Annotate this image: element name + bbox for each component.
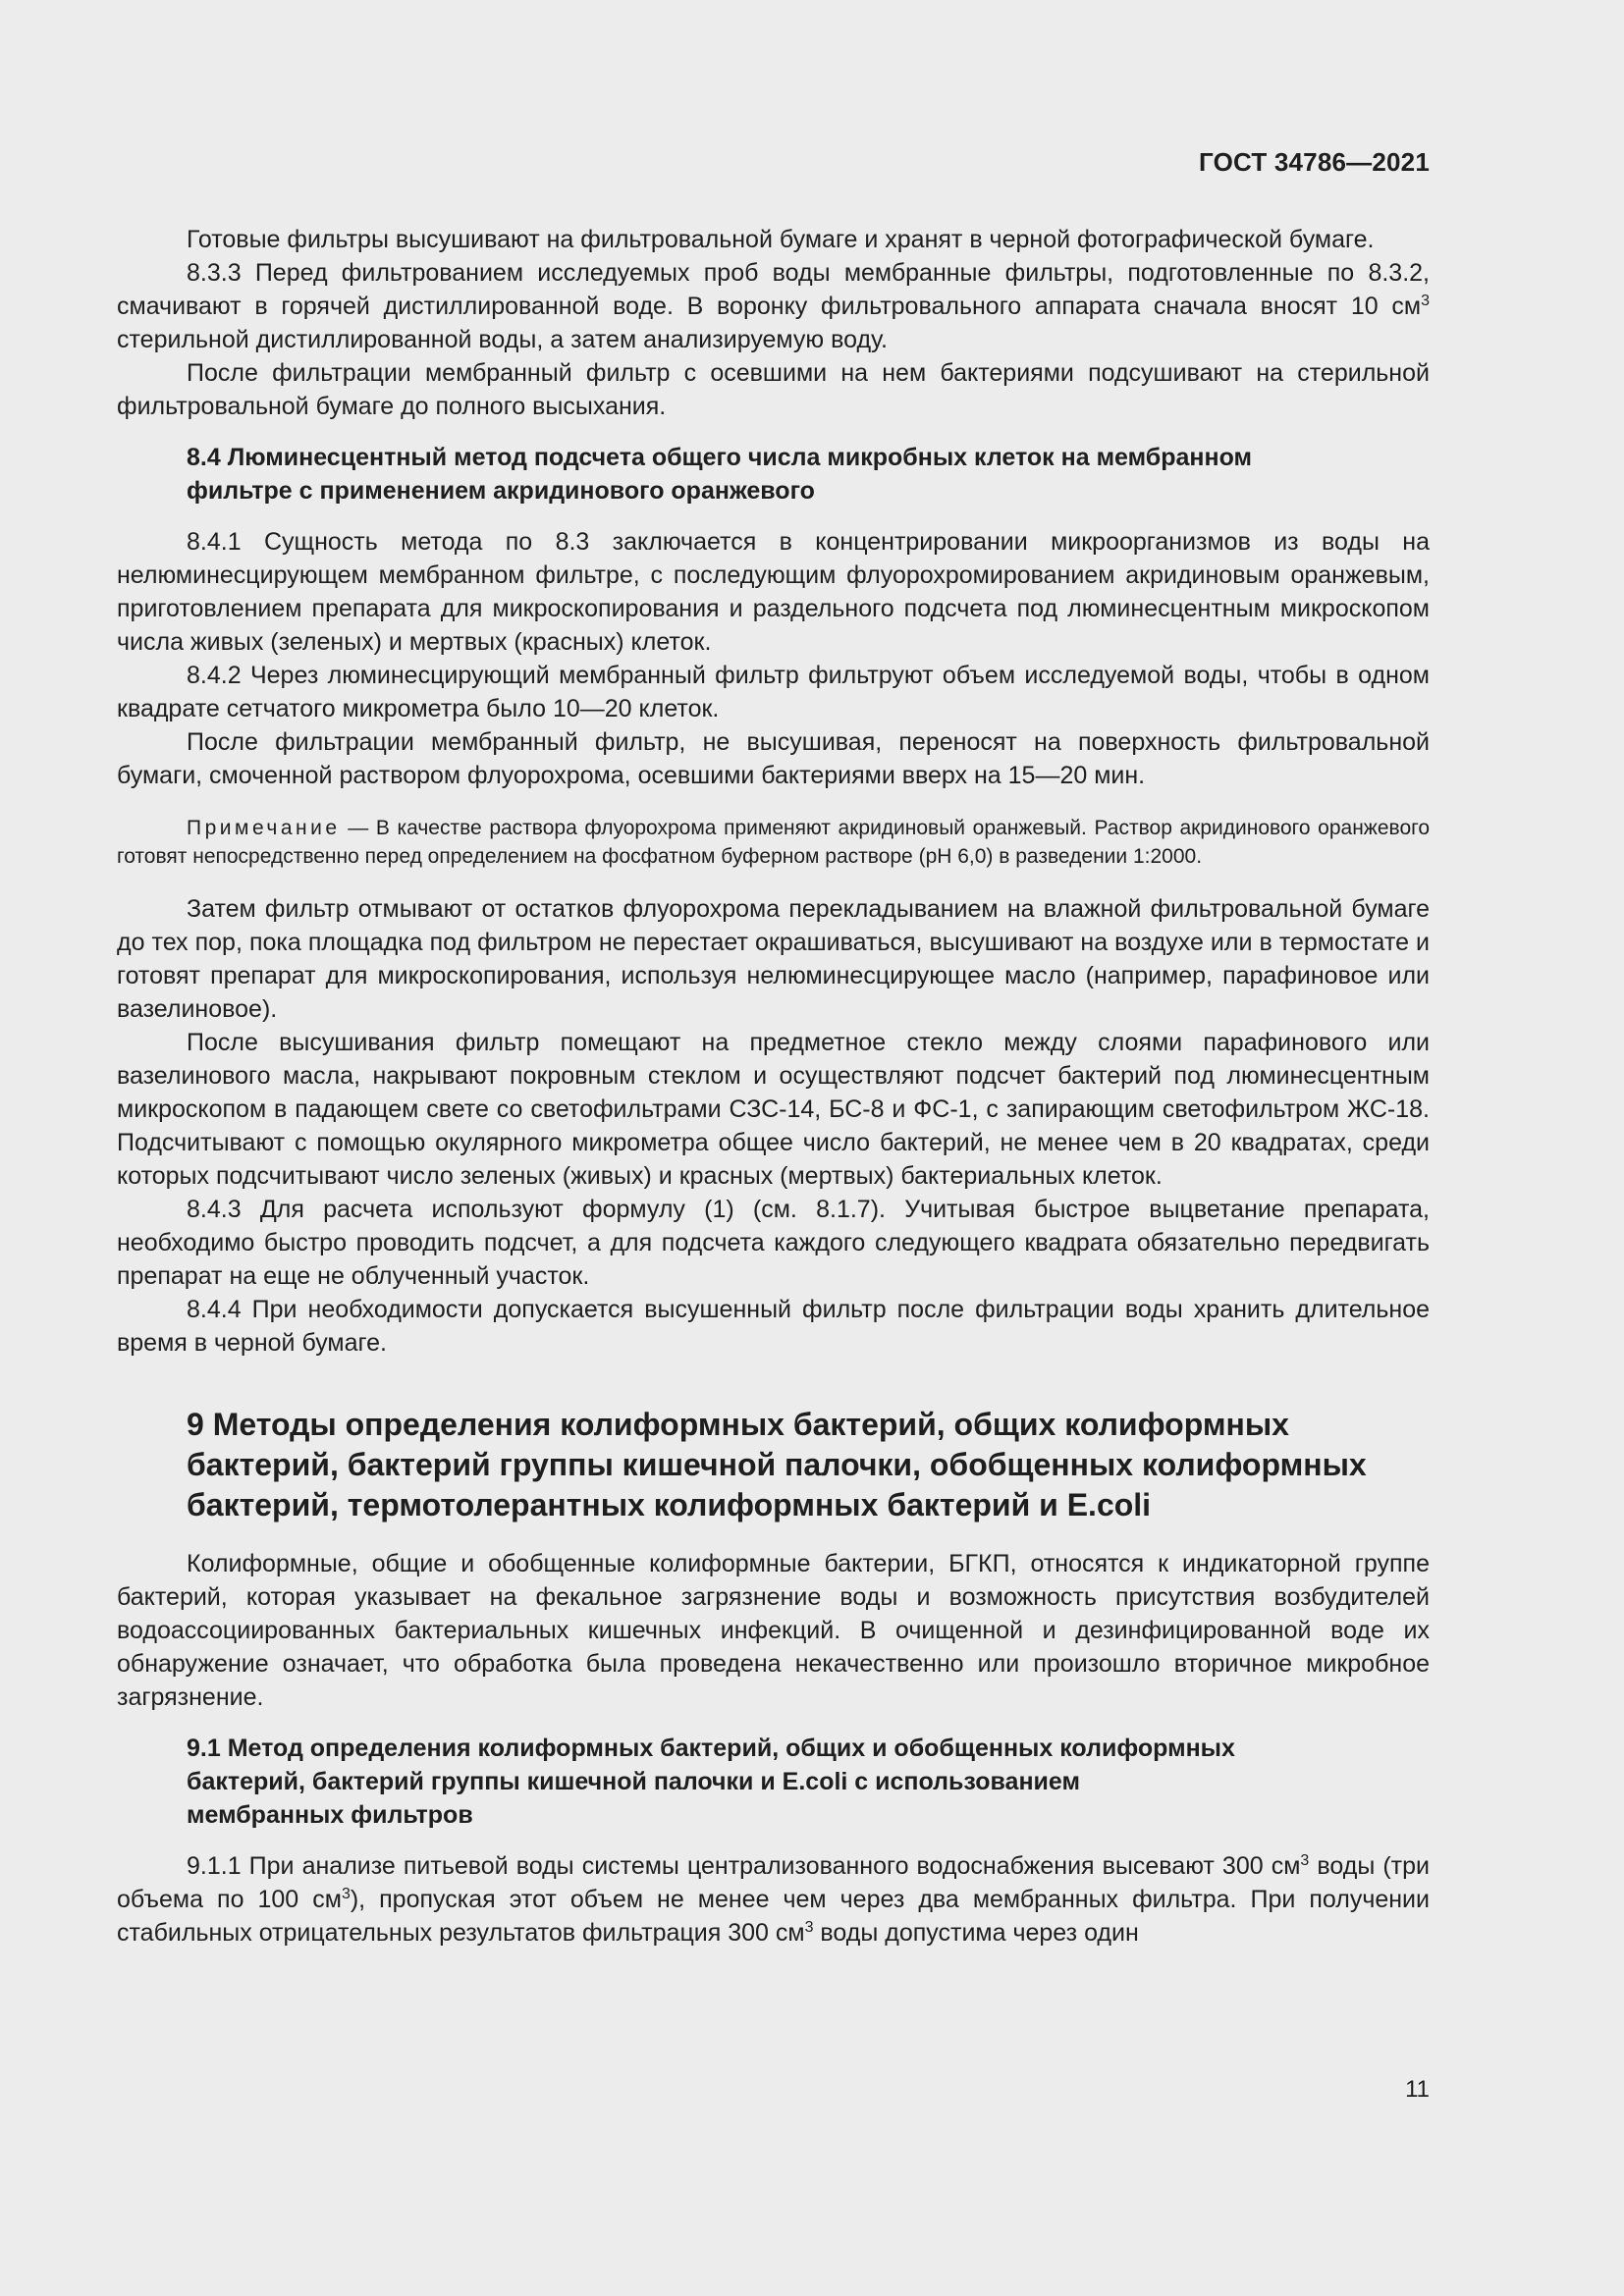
superscript: 3 — [1300, 1852, 1310, 1869]
heading-line: бактерий, бактерий группы кишечной палочки и E.coli с использованием — [187, 1768, 1080, 1795]
text-run: ), пропуская этот объем не менее чем через два мембранных фильтра. При получении стабильных отрицательных результатов фильтрация 300 см — [117, 1886, 1430, 1947]
section-heading-9 — [117, 1405, 1430, 1525]
note — [117, 814, 1430, 871]
paragraph-8-4-4: 8.4.4 При необходимости допускается высушенный фильтр после фильтрации воды хранить длительное время в черной бумаге. — [117, 1296, 1430, 1357]
paragraph: Колиформные, общие и обобщенные колиформные бактерии, БГКП, относятся к индикаторной группе бактерий, которая указывает на фекальное загрязнение воды и возможность присутствия возбудителей водоассоциированных бактериальных кишечных инфекций. В очищенной и дезинфицированной воде их обнаружение означает, что обработка была проведена некачественно или произошло вторичное микробное загрязнение. — [117, 1550, 1430, 1711]
superscript: 3 — [341, 1886, 351, 1902]
heading-line: бактерий, бактерий группы кишечной палочки, обобщенных колиформных — [187, 1447, 1367, 1482]
heading-line: 9.1 Метод определения колиформных бактерий, общих и обобщенных колиформных — [187, 1735, 1235, 1762]
document-number-header: ГОСТ 34786—2021 — [1199, 147, 1430, 177]
paragraph: После фильтрации мембранный фильтр, не высушивая, переносят на поверхность фильтровальной бумаги, смоченной раствором флуорохрома, осевшими бактериями вверх на 15—20 мин. — [117, 728, 1430, 789]
heading-line: 8.4 Люминесцентный метод подсчета общего числа микробных клеток на мембранном — [187, 444, 1253, 471]
text-run: 8.3.3 Перед фильтрованием исследуемых проб воды мембранные фильтры, подготовленные по 8.3.2, смачивают в горячей дистиллированной воде. В воронку фильтровального аппарата сначала вносят 10 см — [117, 259, 1430, 320]
paragraph-9-1-1 — [117, 1849, 1430, 1949]
heading-line: бактерий, термотолерантных колиформных бактерий и E.coli — [187, 1487, 1152, 1522]
text-run: воды (три объема по 100 см — [117, 1852, 1431, 1913]
superscript: 3 — [1421, 293, 1430, 309]
paragraph: После фильтрации мембранный фильтр с осевшими на нем бактериями подсушивают на стерильной фильтровальной бумаге до полного высыхания. — [117, 359, 1430, 420]
page-body — [117, 223, 1430, 1949]
heading-line: фильтре с применением акридинового оранжевого — [187, 477, 815, 505]
paragraph-8-4-1: 8.4.1 Сущность метода по 8.3 заключается в концентрировании микроорганизмов из воды на нелюминесцирующем мембранном фильтре, с последующим флуорохромированием акридиновым оранжевым, приготовлением препарата для микроскопирования и раздельного подсчета под люминесцентным микроскопом числа живых (зеленых) и мертвых (красных) клеток. — [117, 528, 1430, 656]
paragraph-8-4-3: 8.4.3 Для расчета используют формулу (1) (см. 8.1.7). Учитывая быстрое выцветание препарата, необходимо быстро проводить подсчет, а для подсчета каждого следующего квадрата обязательно передвигать препарат на еще не облученный участок. — [117, 1196, 1430, 1290]
section-heading-8-4 — [117, 441, 1430, 507]
heading-line: мембранных фильтров — [187, 1801, 473, 1829]
superscript: 3 — [804, 1919, 814, 1936]
note-text: — В качестве раствора флуорохрома применяют акридиновый оранжевый. Раствор акридинового оранжевого готовят непосредственно перед определением на фосфатном буферном растворе (рН 6,0) в разведении 1:2000. — [117, 817, 1430, 868]
page-number: 11 — [1405, 2076, 1430, 2103]
text-run: воды допустима через один — [813, 1919, 1139, 1947]
paragraph: Затем фильтр отмывают от остатков флуорохрома перекладыванием на влажной фильтровальной бумаге до тех пор, пока площадка под фильтром не перестает окрашиваться, высушивают на воздухе или в термостате и готовят препарат для микроскопирования, используя нелюминесцирующее масло (например, парафиновое или вазелиновое). — [117, 895, 1430, 1023]
text-run: 9.1.1 При анализе питьевой воды системы централизованного водоснабжения высевают 300 см — [187, 1852, 1301, 1880]
heading-line: 9 Методы определения колиформных бактерий, общих колиформных — [187, 1407, 1289, 1442]
section-heading-9-1 — [117, 1732, 1430, 1832]
paragraph-8-4-2: 8.4.2 Через люминесцирующий мембранный фильтр фильтруют объем исследуемой воды, чтобы в одном квадрате сетчатого микрометра было 10—20 клеток. — [117, 662, 1430, 722]
paragraph: После высушивания фильтр помещают на предметное стекло между слоями парафинового или вазелинового масла, накрывают покровным стеклом и осуществляют подсчет бактерий под люминесцентным микроскопом в падающем свете со светофильтрами СЗС-14, БС-8 и ФС-1, с запирающим светофильтром ЖС-18. Подсчитывают с помощью окулярного микрометра общее число бактерий, не менее чем в 20 квадратах, среди которых подсчитывают число зеленых (живых) и красных (мертвых) бактериальных клеток. — [117, 1029, 1430, 1190]
note-label: Примечание — [187, 817, 341, 839]
text-run: стерильной дистиллированной воды, а затем анализируемую воду. — [117, 326, 888, 353]
paragraph-8-3-3 — [117, 256, 1430, 356]
paragraph: Готовые фильтры высушивают на фильтровальной бумаге и хранят в черной фотографической бумаге. — [187, 226, 1375, 253]
